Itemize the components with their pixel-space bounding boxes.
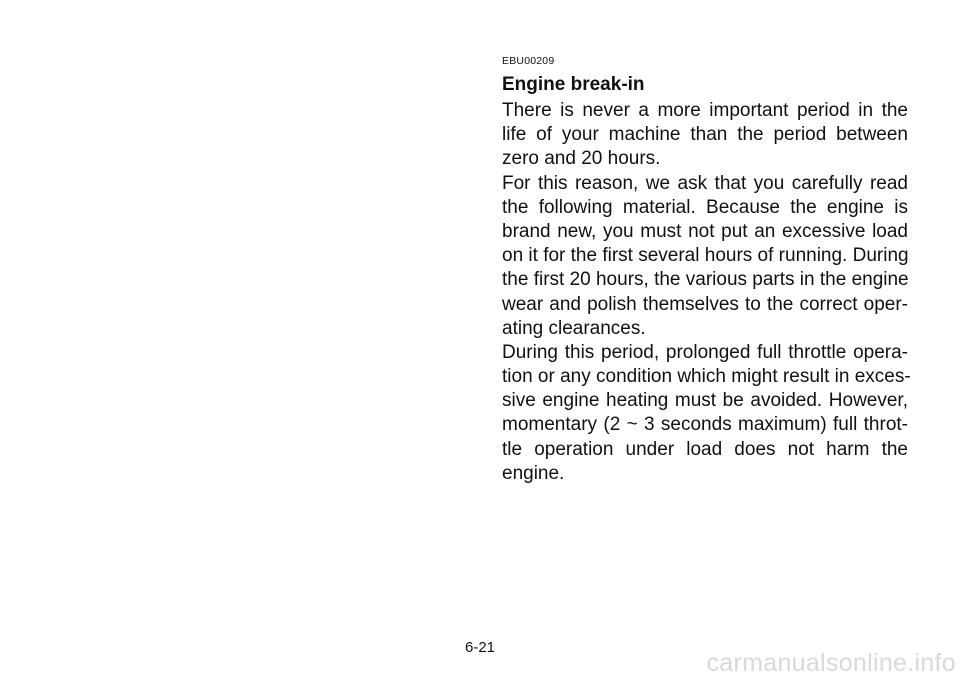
text-line: tion or any condition which might result in exces- [502, 366, 911, 388]
paragraph [502, 99, 908, 172]
text-line: For this reason, we ask that you carefully read [502, 172, 908, 194]
text-line: the following material. Because the engine is [502, 196, 908, 218]
watermark: carmanualsonline.info [706, 649, 956, 677]
text-line: on it for the first several hours of running. During [502, 245, 909, 267]
body-text [502, 99, 911, 486]
paragraph [502, 341, 911, 486]
section-heading: Engine break-in [502, 74, 645, 95]
text-line: wear and polish themselves to the correct oper- [502, 293, 908, 315]
text-line: sive engine heating must be avoided. However, [502, 390, 908, 412]
text-line: brand new, you must not put an excessive load [502, 220, 908, 242]
text-line: life of your machine than the period between [502, 124, 908, 146]
text-line: There is never a more important period in the [502, 100, 908, 121]
text-line: the first 20 hours, the various parts in the engine [502, 269, 909, 291]
text-line: tle operation under load does not harm the [502, 438, 908, 460]
text-line: momentary (2 ~ 3 seconds maximum) full throt- [502, 414, 908, 436]
text-line: zero and 20 hours. [502, 148, 661, 170]
text-line: engine. [502, 462, 565, 484]
page-number: 6-21 [464, 639, 496, 656]
text-line: During this period, prolonged full throttle opera- [502, 341, 908, 363]
text-column [502, 55, 911, 486]
section-code: EBU00209 [502, 55, 555, 67]
text-line: ating clearances. [502, 317, 646, 339]
paragraph [502, 172, 908, 341]
